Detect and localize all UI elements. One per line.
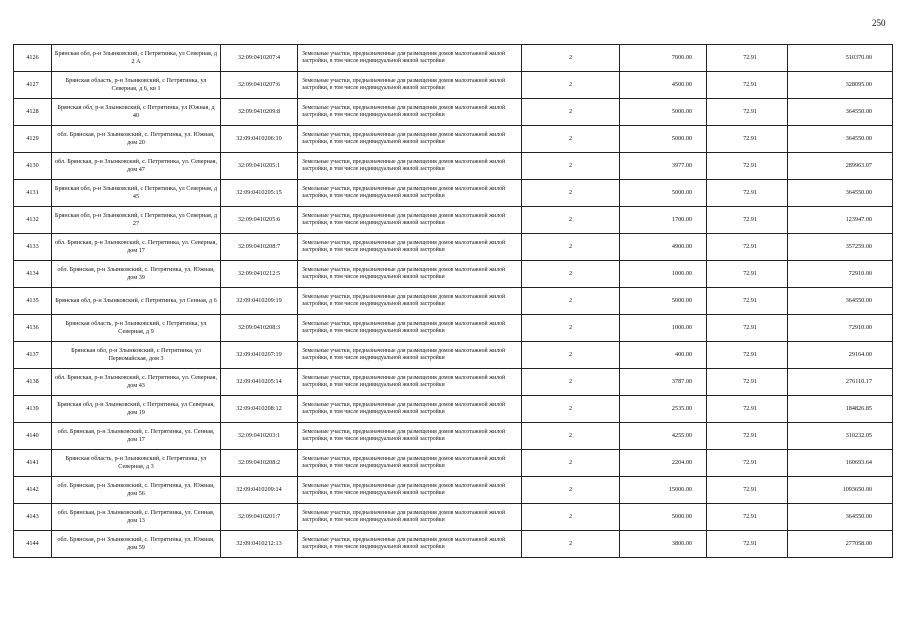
cadastral-number-cell: 32:09:0410205:6: [221, 207, 298, 234]
table-row: [14, 234, 893, 261]
address-cell: Брянская обл, р-н Злынковский, с Петрятинка, ул Южная, д 40: [52, 99, 221, 126]
land-use-cell: Земельные участки, предназначенные для размещения домов малоэтажной жилой застройки, в том числе индивидуальной жилой застройки: [298, 207, 522, 234]
specific-value-cell: 72.91: [707, 261, 788, 288]
address-cell: Брянская область, р-н Злынковский, с Петрятинка, ул Северная, д 6, кв 1: [52, 72, 221, 99]
cadastral-value-cell: 328095.00: [788, 72, 893, 99]
cadastral-number-cell: 32:09:0410209:19: [221, 288, 298, 315]
specific-value-cell: 72.91: [707, 72, 788, 99]
land-use-cell: Земельные участки, предназначенные для размещения домов малоэтажной жилой застройки, в том числе индивидуальной жилой застройки: [298, 126, 522, 153]
land-use-cell: Земельные участки, предназначенные для размещения домов малоэтажной жилой застройки, в том числе индивидуальной жилой застройки: [298, 261, 522, 288]
land-use-cell: Земельные участки, предназначенные для размещения домов малоэтажной жилой застройки, в том числе индивидуальной жилой застройки: [298, 423, 522, 450]
cadastral-number-cell: 32:09:0410207:6: [221, 72, 298, 99]
cadastral-value-cell: 123947.00: [788, 207, 893, 234]
address-cell: Брянская обл, р-н Злынковский, с Петрятинка, ул Северная, д 45: [52, 180, 221, 207]
area-cell: 3977.00: [620, 153, 707, 180]
cadastral-value-cell: 184826.85: [788, 396, 893, 423]
table-row: [14, 369, 893, 396]
area-cell: 15000.00: [620, 477, 707, 504]
row-number-cell: 4130: [14, 153, 52, 180]
table-row: [14, 423, 893, 450]
address-cell: обл. Брянская, р-н Злынковский, с. Петрятинка, ул. Северная, дом 43: [52, 369, 221, 396]
row-number-cell: 4140: [14, 423, 52, 450]
group-cell: 2: [522, 396, 620, 423]
area-cell: 7000.00: [620, 45, 707, 72]
cadastral-value-cell: 72910.00: [788, 261, 893, 288]
specific-value-cell: 72.91: [707, 126, 788, 153]
cadastral-value-cell: 364550.00: [788, 504, 893, 531]
table-row: [14, 72, 893, 99]
area-cell: 1000.00: [620, 315, 707, 342]
specific-value-cell: 72.91: [707, 396, 788, 423]
cadastral-value-cell: 364550.00: [788, 180, 893, 207]
address-cell: Брянская обл, р-н Злынковский, с Петрятинка, ул Первомайская, дом 3: [52, 342, 221, 369]
row-number-cell: 4139: [14, 396, 52, 423]
address-cell: Брянская обл, р-н Злынковский, с Петрятинка, ул Северная, дом 19: [52, 396, 221, 423]
address-cell: обл. Брянская, р-н Злынковский, с. Петрятинка, ул. Южная, дом 59: [52, 531, 221, 558]
group-cell: 2: [522, 126, 620, 153]
group-cell: 2: [522, 477, 620, 504]
group-cell: 2: [522, 288, 620, 315]
area-cell: 5000.00: [620, 504, 707, 531]
row-number-cell: 4143: [14, 504, 52, 531]
land-use-cell: Земельные участки, предназначенные для размещения домов малоэтажной жилой застройки, в том числе индивидуальной жилой застройки: [298, 72, 522, 99]
group-cell: 2: [522, 369, 620, 396]
address-cell: обл. Брянская, р-н Злынковский, с. Петрятинка, ул. Южная, дом 39: [52, 261, 221, 288]
specific-value-cell: 72.91: [707, 423, 788, 450]
cadastral-value-cell: 277058.00: [788, 531, 893, 558]
cadastral-value-cell: 29164.00: [788, 342, 893, 369]
table-row: [14, 477, 893, 504]
land-use-cell: Земельные участки, предназначенные для размещения домов малоэтажной жилой застройки, в том числе индивидуальной жилой застройки: [298, 396, 522, 423]
row-number-cell: 4129: [14, 126, 52, 153]
table-row: [14, 504, 893, 531]
specific-value-cell: 72.91: [707, 234, 788, 261]
specific-value-cell: 72.91: [707, 477, 788, 504]
cadastral-number-cell: 32:09:0410212:13: [221, 531, 298, 558]
specific-value-cell: 72.91: [707, 153, 788, 180]
cadastral-number-cell: 32:09:0410205:15: [221, 180, 298, 207]
table-row: [14, 153, 893, 180]
specific-value-cell: 72.91: [707, 207, 788, 234]
area-cell: 5000.00: [620, 288, 707, 315]
land-use-cell: Земельные участки, предназначенные для размещения домов малоэтажной жилой застройки, в том числе индивидуальной жилой застройки: [298, 234, 522, 261]
group-cell: 2: [522, 207, 620, 234]
cadastral-number-cell: 32:09:0410209:8: [221, 99, 298, 126]
area-cell: 2204.00: [620, 450, 707, 477]
specific-value-cell: 72.91: [707, 531, 788, 558]
cadastral-value-cell: 510370.00: [788, 45, 893, 72]
group-cell: 2: [522, 504, 620, 531]
row-number-cell: 4126: [14, 45, 52, 72]
specific-value-cell: 72.91: [707, 45, 788, 72]
table-row: [14, 315, 893, 342]
address-cell: обл. Брянская, р-н Злынковский, с. Петрятинка, ул. Сенная, дом 17: [52, 423, 221, 450]
land-use-cell: Земельные участки, предназначенные для размещения домов малоэтажной жилой застройки, в том числе индивидуальной жилой застройки: [298, 288, 522, 315]
table-row: [14, 180, 893, 207]
cadastral-number-cell: 32:09:0410208:2: [221, 450, 298, 477]
group-cell: 2: [522, 315, 620, 342]
cadastral-number-cell: 32:09:0410209:14: [221, 477, 298, 504]
row-number-cell: 4138: [14, 369, 52, 396]
cadastral-value-cell: 310232.05: [788, 423, 893, 450]
area-cell: 2535.00: [620, 396, 707, 423]
row-number-cell: 4142: [14, 477, 52, 504]
area-cell: 1000.00: [620, 261, 707, 288]
group-cell: 2: [522, 423, 620, 450]
table-row: [14, 531, 893, 558]
address-cell: обл. Брянская, р-н Злынковский, с. Петрятинка, ул. Южная, дом 20: [52, 126, 221, 153]
row-number-cell: 4134: [14, 261, 52, 288]
page-number: 250: [872, 18, 886, 28]
land-use-cell: Земельные участки, предназначенные для размещения домов малоэтажной жилой застройки, в том числе индивидуальной жилой застройки: [298, 315, 522, 342]
group-cell: 2: [522, 234, 620, 261]
table-body: [14, 45, 893, 558]
cadastral-value-cell: 357259.00: [788, 234, 893, 261]
cadastral-value-cell: 364550.00: [788, 99, 893, 126]
cadastral-number-cell: 32:09:0410206:10: [221, 126, 298, 153]
group-cell: 2: [522, 99, 620, 126]
specific-value-cell: 72.91: [707, 342, 788, 369]
cadastral-value-cell: 364550.00: [788, 288, 893, 315]
address-cell: обл. Брянская, р-н Злынковский, с. Петрятинка, ул. Сенная, дом 13: [52, 504, 221, 531]
address-cell: обл. Брянская, р-н Злынковский, с. Петрятинка, ул. Южная, дом 56: [52, 477, 221, 504]
cadastral-value-table: [13, 44, 893, 558]
land-use-cell: Земельные участки, предназначенные для размещения домов малоэтажной жилой застройки, в том числе индивидуальной жилой застройки: [298, 369, 522, 396]
cadastral-number-cell: 32:09:0410212:5: [221, 261, 298, 288]
table-row: [14, 450, 893, 477]
table-row: [14, 207, 893, 234]
cadastral-value-cell: 72910.00: [788, 315, 893, 342]
row-number-cell: 4128: [14, 99, 52, 126]
cadastral-number-cell: 32:09:0410208:3: [221, 315, 298, 342]
area-cell: 4255.00: [620, 423, 707, 450]
table-row: [14, 99, 893, 126]
specific-value-cell: 72.91: [707, 288, 788, 315]
address-cell: Брянская обл, р-н Злынковский, с Петрятинка, ул Северная, д 2 А: [52, 45, 221, 72]
group-cell: 2: [522, 153, 620, 180]
cadastral-value-cell: 276110.17: [788, 369, 893, 396]
row-number-cell: 4141: [14, 450, 52, 477]
address-cell: Брянская область, р-н Злынковский, с Петрятинка, ул Северная, д 9: [52, 315, 221, 342]
cadastral-number-cell: 32:09:0410208:7: [221, 234, 298, 261]
table-row: [14, 396, 893, 423]
cadastral-number-cell: 32:09:0410207:4: [221, 45, 298, 72]
specific-value-cell: 72.91: [707, 180, 788, 207]
land-use-cell: Земельные участки, предназначенные для размещения домов малоэтажной жилой застройки, в том числе индивидуальной жилой застройки: [298, 504, 522, 531]
group-cell: 2: [522, 45, 620, 72]
land-use-cell: Земельные участки, предназначенные для размещения домов малоэтажной жилой застройки, в том числе индивидуальной жилой застройки: [298, 342, 522, 369]
cadastral-number-cell: 32:09:0410208:12: [221, 396, 298, 423]
row-number-cell: 4137: [14, 342, 52, 369]
cadastral-value-cell: 289963.07: [788, 153, 893, 180]
cadastral-number-cell: 32:09:0410207:19: [221, 342, 298, 369]
cadastral-number-cell: 32:09:0410205:14: [221, 369, 298, 396]
land-use-cell: Земельные участки, предназначенные для размещения домов малоэтажной жилой застройки, в том числе индивидуальной жилой застройки: [298, 45, 522, 72]
address-cell: Брянская обл, р-н Злынковский, с Петрятинка, ул Северная, д 27: [52, 207, 221, 234]
land-use-cell: Земельные участки, предназначенные для размещения домов малоэтажной жилой застройки, в том числе индивидуальной жилой застройки: [298, 153, 522, 180]
address-cell: Брянская обл, р-н Злынковский, с Петрятинка, ул Сенная, д 6: [52, 288, 221, 315]
specific-value-cell: 72.91: [707, 315, 788, 342]
area-cell: 4900.00: [620, 234, 707, 261]
table-row: [14, 45, 893, 72]
specific-value-cell: 72.91: [707, 99, 788, 126]
row-number-cell: 4127: [14, 72, 52, 99]
area-cell: 3800.00: [620, 531, 707, 558]
area-cell: 4500.00: [620, 72, 707, 99]
land-use-cell: Земельные участки, предназначенные для размещения домов малоэтажной жилой застройки, в том числе индивидуальной жилой застройки: [298, 531, 522, 558]
table-row: [14, 261, 893, 288]
area-cell: 3787.00: [620, 369, 707, 396]
address-cell: обл. Брянская, р-н Злынковский, с. Петрятинка, ул. Северная, дом 17: [52, 234, 221, 261]
area-cell: 5000.00: [620, 180, 707, 207]
cadastral-number-cell: 32:09:0410203:1: [221, 423, 298, 450]
row-number-cell: 4136: [14, 315, 52, 342]
group-cell: 2: [522, 180, 620, 207]
land-use-cell: Земельные участки, предназначенные для размещения домов малоэтажной жилой застройки, в том числе индивидуальной жилой застройки: [298, 450, 522, 477]
row-number-cell: 4132: [14, 207, 52, 234]
table-row: [14, 342, 893, 369]
group-cell: 2: [522, 342, 620, 369]
area-cell: 400.00: [620, 342, 707, 369]
table-row: [14, 126, 893, 153]
group-cell: 2: [522, 72, 620, 99]
land-use-cell: Земельные участки, предназначенные для размещения домов малоэтажной жилой застройки, в том числе индивидуальной жилой застройки: [298, 180, 522, 207]
specific-value-cell: 72.91: [707, 504, 788, 531]
cadastral-value-cell: 364550.00: [788, 126, 893, 153]
land-use-cell: Земельные участки, предназначенные для размещения домов малоэтажной жилой застройки, в том числе индивидуальной жилой застройки: [298, 477, 522, 504]
area-cell: 5000.00: [620, 99, 707, 126]
table-row: [14, 288, 893, 315]
area-cell: 5000.00: [620, 126, 707, 153]
row-number-cell: 4131: [14, 180, 52, 207]
cadastral-value-cell: 160693.64: [788, 450, 893, 477]
group-cell: 2: [522, 450, 620, 477]
row-number-cell: 4144: [14, 531, 52, 558]
address-cell: обл. Брянская, р-н Злынковский, с. Петрятинка, ул. Северная, дом 47: [52, 153, 221, 180]
specific-value-cell: 72.91: [707, 450, 788, 477]
area-cell: 1700.00: [620, 207, 707, 234]
cadastral-number-cell: 32:09:0410201:7: [221, 504, 298, 531]
group-cell: 2: [522, 261, 620, 288]
cadastral-number-cell: 32:09:0410205:1: [221, 153, 298, 180]
row-number-cell: 4133: [14, 234, 52, 261]
cadastral-value-cell: 1093650.00: [788, 477, 893, 504]
address-cell: Брянская область, р-н Злынковский, с Петрятинка, ул Северная, д 3: [52, 450, 221, 477]
land-use-cell: Земельные участки, предназначенные для размещения домов малоэтажной жилой застройки, в том числе индивидуальной жилой застройки: [298, 99, 522, 126]
group-cell: 2: [522, 531, 620, 558]
row-number-cell: 4135: [14, 288, 52, 315]
specific-value-cell: 72.91: [707, 369, 788, 396]
